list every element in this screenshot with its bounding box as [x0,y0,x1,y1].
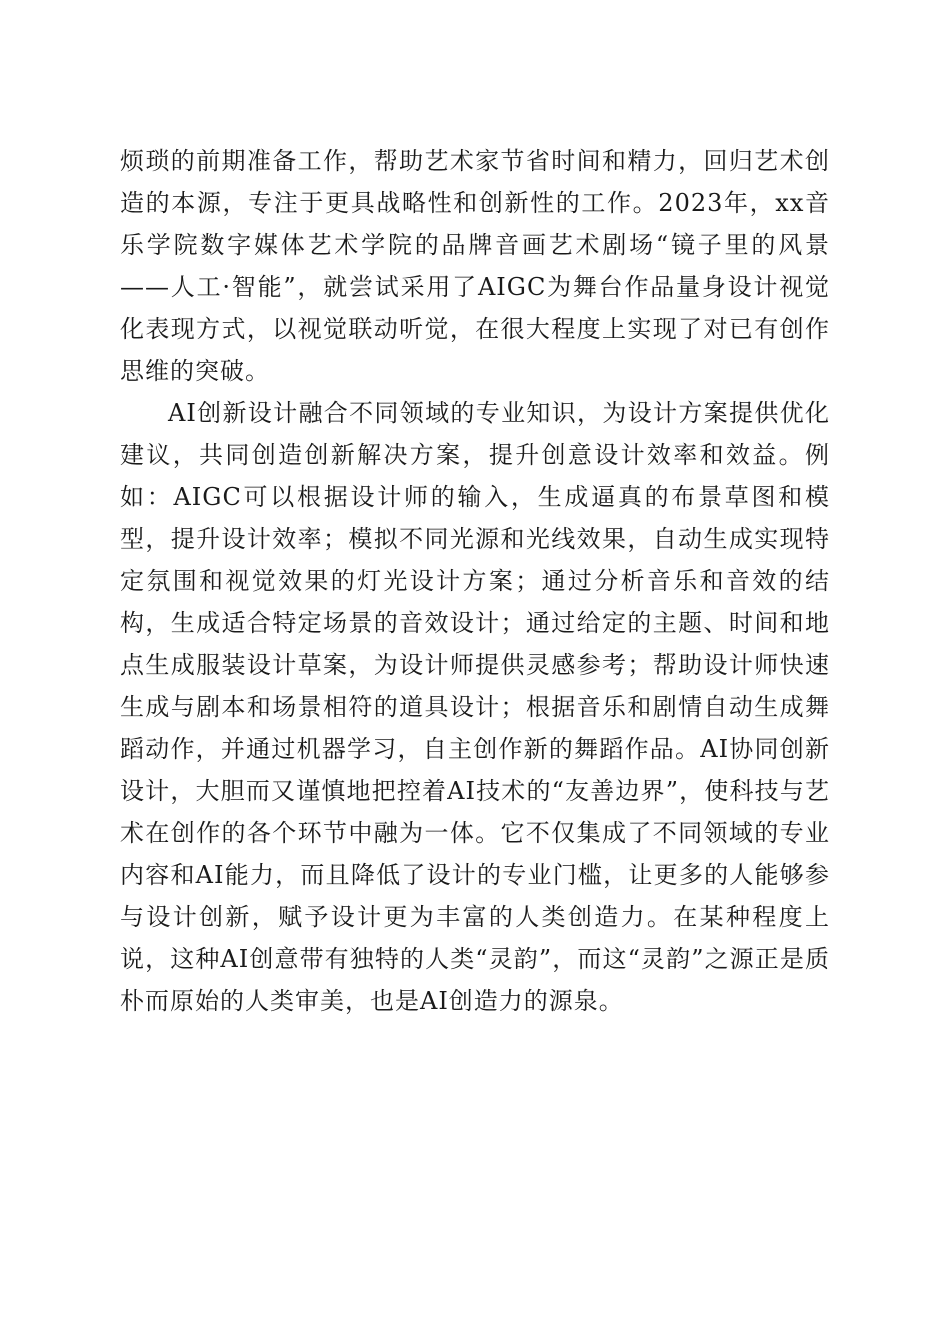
paragraph-1: 烦琐的前期准备工作，帮助艺术家节省时间和精力，回归艺术创造的本源，专注于更具战略性和创新性的工作。2023年，xx音乐学院数字媒体艺术学院的品牌音画艺术剧场“镜子里的风景——人工·智能”，就尝试采用了AIGC为舞台作品量身设计视觉化表现方式，以视觉联动听觉，在很大程度上实现了对已有创作思维的突破。 [120,147,830,385]
body-text [120,140,830,1022]
paragraph-2: AI创新设计融合不同领域的专业知识，为设计方案提供优化建议，共同创造创新解决方案，提升创意设计效率和效益。例如：AIGC可以根据设计师的输入，生成逼真的布景草图和模型，提升设计效率；模拟不同光源和光线效果，自动生成实现特定氛围和视觉效果的灯光设计方案；通过分析音乐和音效的结构，生成适合特定场景的音效设计；通过给定的主题、时间和地点生成服装设计草案，为设计师提供灵感参考；帮助设计师快速生成与剧本和场景相符的道具设计；根据音乐和剧情自动生成舞蹈动作，并通过机器学习，自主创作新的舞蹈作品。AI协同创新设计，大胆而又谨慎地把控着AI技术的“友善边界”，使科技与艺术在创作的各个环节中融为一体。它不仅集成了不同领域的专业内容和AI能力，而且降低了设计的专业门槛，让更多的人能够参与设计创新，赋予设计更为丰富的人类创造力。在某种程度上说，这种AI创意带有独特的人类“灵韵”，而这“灵韵”之源正是质朴而原始的人类审美，也是AI创造力的源泉。 [120,399,830,1015]
